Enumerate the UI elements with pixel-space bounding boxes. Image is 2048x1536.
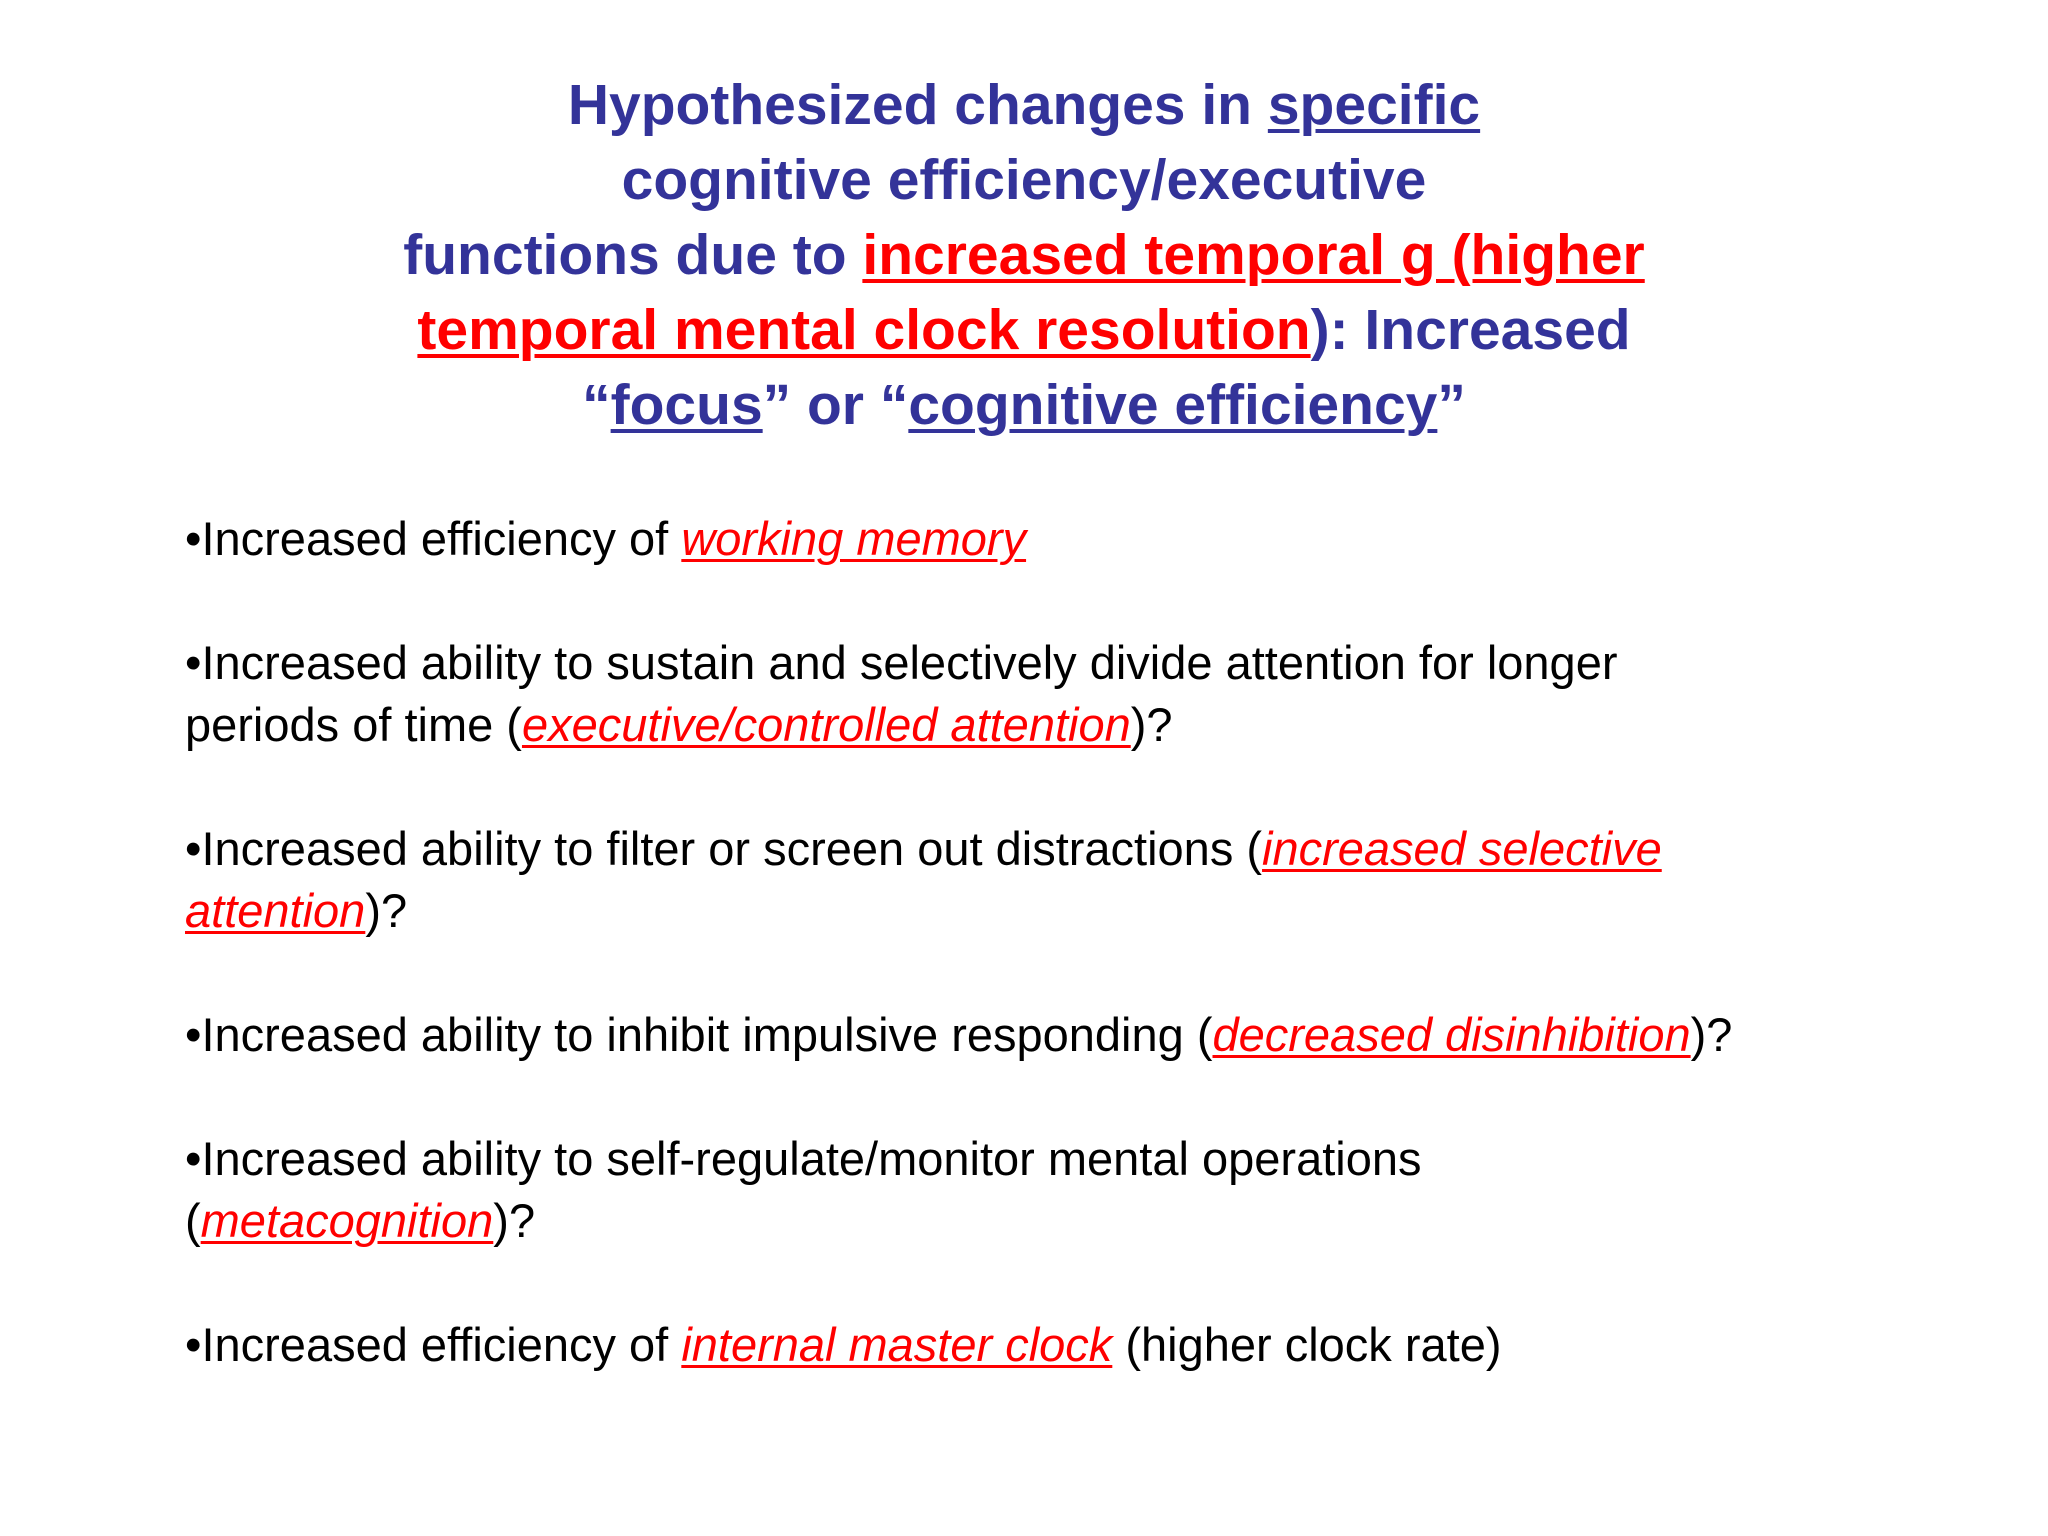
bullet-item: •Increased ability to sustain and selectively divide attention for longer periods of time (executive/controlled attention)? xyxy=(185,636,1618,751)
term-metacognition: metacognition xyxy=(200,1194,494,1247)
term-disinhibition: decreased disinhibition xyxy=(1212,1008,1691,1061)
slide-title xyxy=(0,68,2048,443)
term-selective-attention-cont: attention xyxy=(185,884,366,937)
title-cognitive-efficiency: cognitive efficiency xyxy=(908,373,1438,437)
bullet-item: •Increased ability to inhibit impulsive responding (decreased disinhibition)? xyxy=(185,1008,1733,1061)
bullet-item: •Increased ability to filter or screen out distractions (increased selective attention)? xyxy=(185,822,1662,937)
title-line-4: temporal mental clock resolution): Increased xyxy=(417,298,1631,362)
term-executive-attention: executive/controlled attention xyxy=(521,698,1131,751)
title-line-1: Hypothesized changes in specific xyxy=(567,73,1481,137)
title-specific: specific xyxy=(1267,73,1481,137)
title-temporal-g: increased temporal g (higher xyxy=(862,223,1645,287)
term-working-memory: working memory xyxy=(681,512,1027,565)
title-focus: focus xyxy=(610,373,763,437)
title-clock-resolution: temporal mental clock resolution xyxy=(417,298,1311,362)
bullet-item: •Increased efficiency of internal master clock (higher clock rate) xyxy=(185,1318,1502,1371)
bullet-item: •Increased ability to self-regulate/monitor mental operations (metacognition)? xyxy=(185,1132,1422,1247)
term-master-clock: internal master clock xyxy=(681,1318,1113,1371)
title-line-5: “focus” or “cognitive efficiency” xyxy=(582,373,1466,437)
bullet-list xyxy=(185,508,1905,1438)
bullet-item: •Increased efficiency of working memory xyxy=(185,512,1027,565)
term-selective-attention: increased selective xyxy=(1262,822,1662,875)
title-line-3: functions due to increased temporal g (higher xyxy=(403,223,1645,287)
title-line-2: cognitive efficiency/executive xyxy=(621,148,1427,212)
